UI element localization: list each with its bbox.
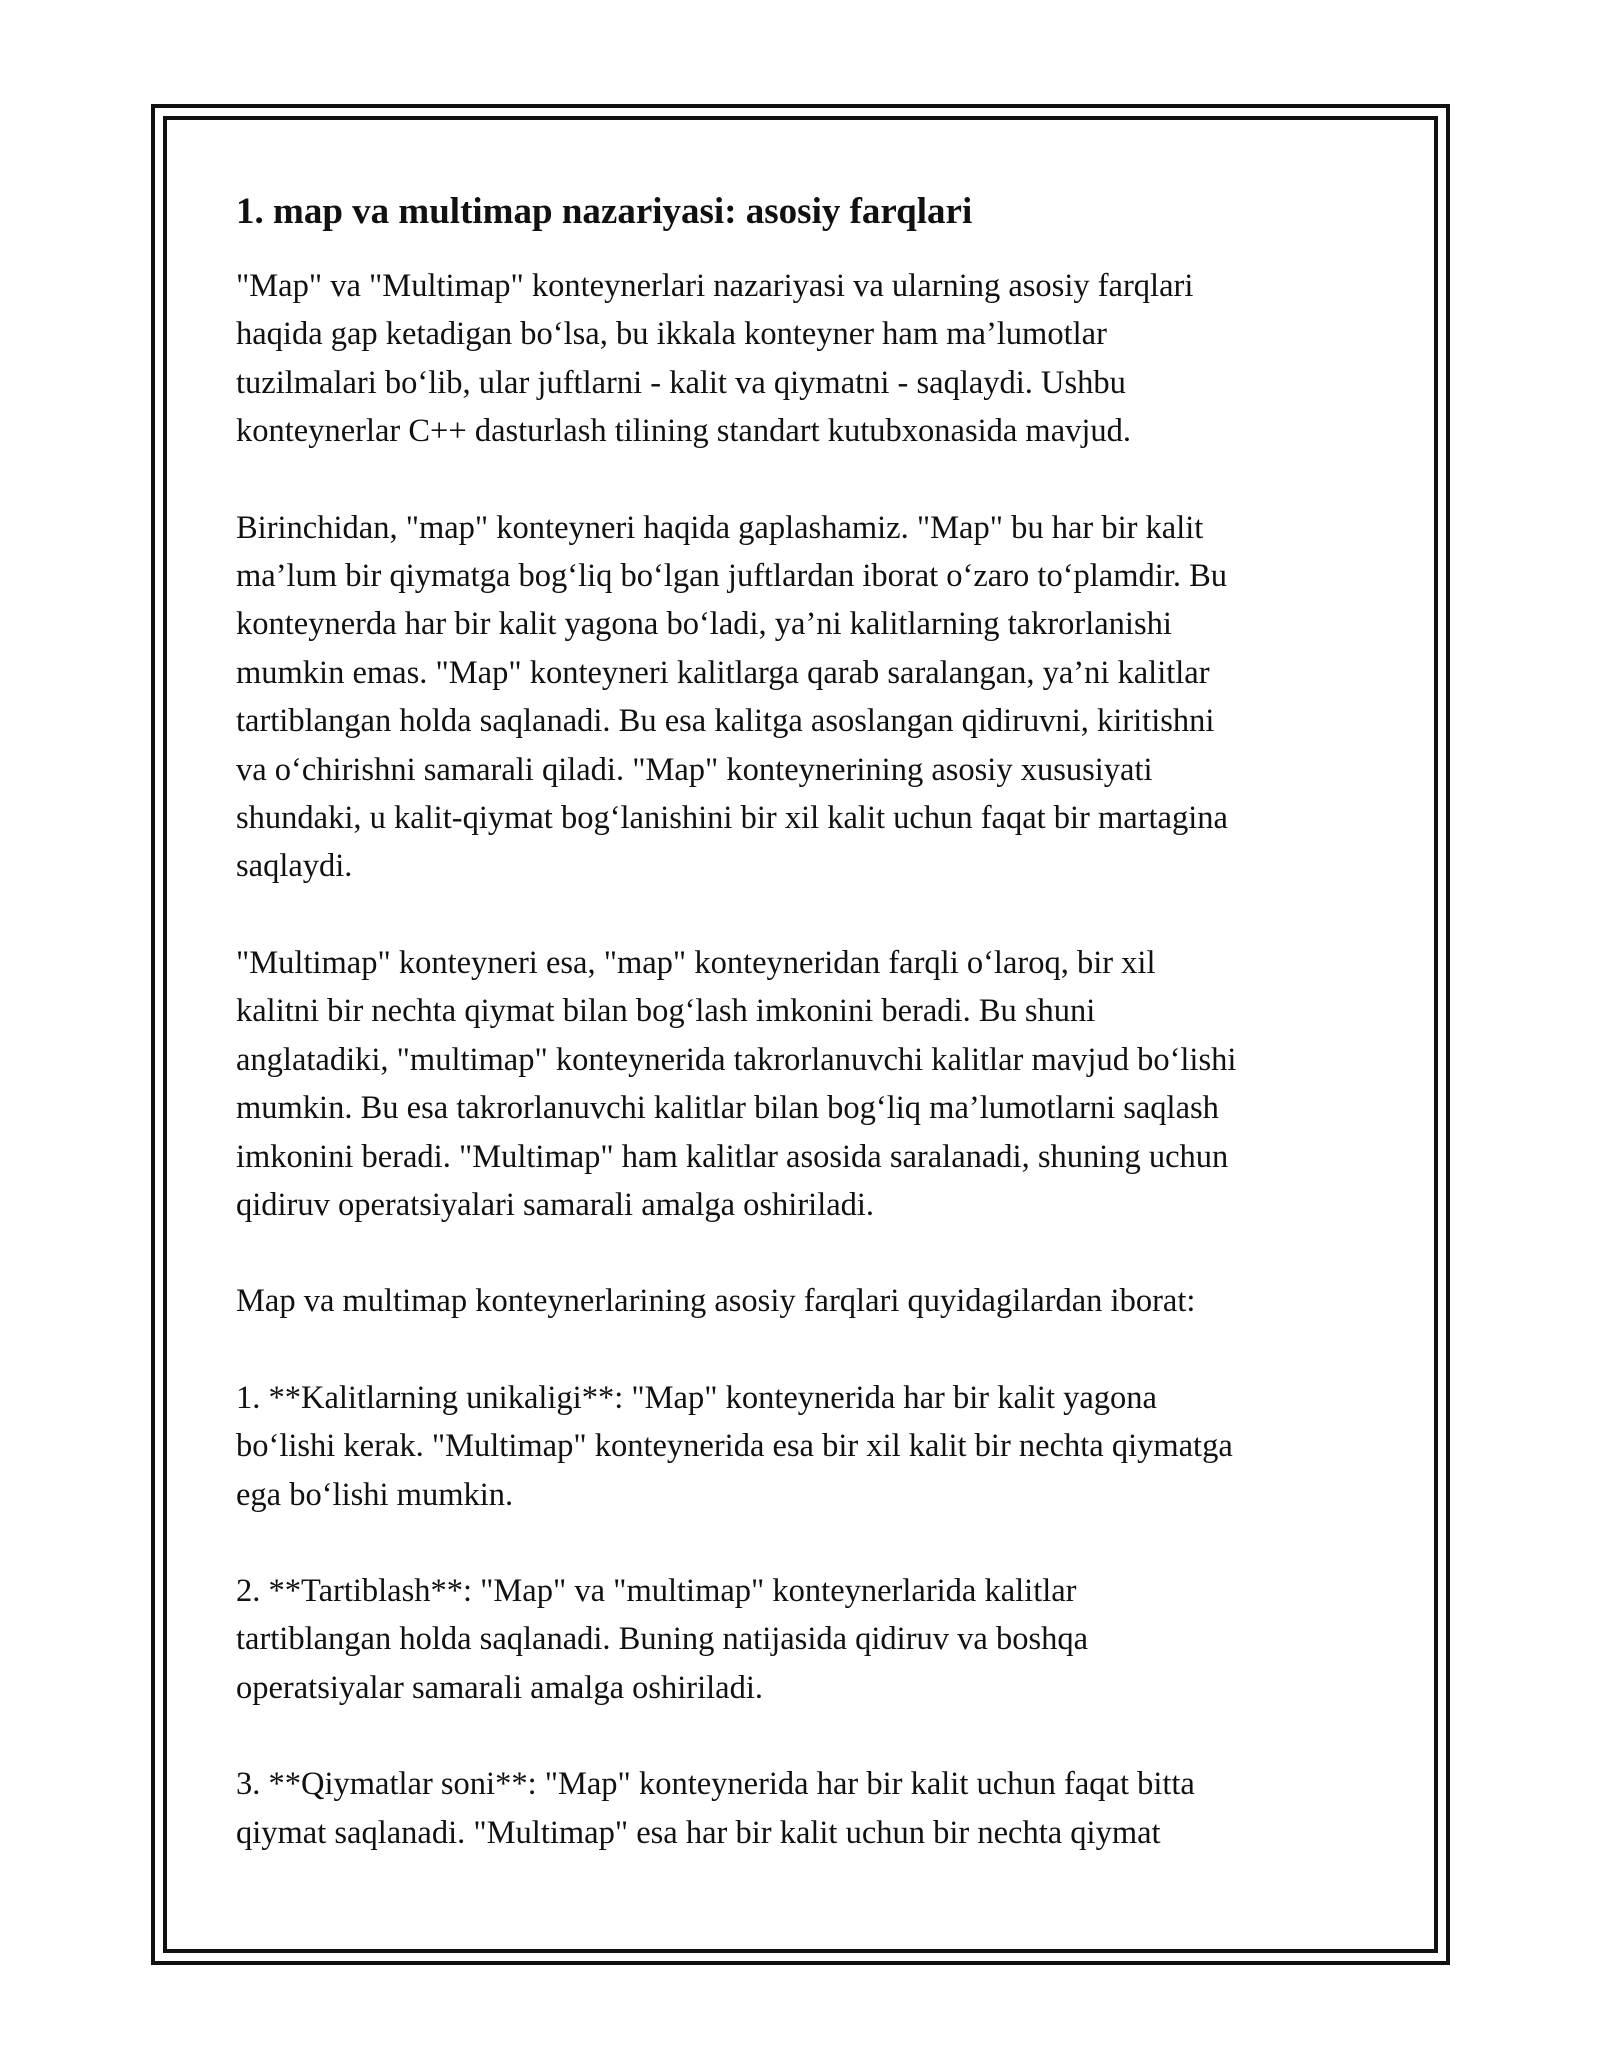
text-line: Birinchidan, "map" konteyneri haqida gaplashamiz. "Map" bu har bir kalit xyxy=(236,509,1204,546)
text-line: Map va multimap konteynerlarining asosiy farqlari quyidagilardan iborat: xyxy=(236,1283,1196,1320)
paragraph-multimap xyxy=(236,939,1366,1229)
text-line: "Map" va "Multimap" konteynerlari nazariyasi va ularning asosiy farqlari xyxy=(236,268,1194,304)
paragraph-intro xyxy=(236,262,1366,456)
list-item-3 xyxy=(236,1760,1366,1857)
text-line: 3. **Qiymatlar soni**: "Map" konteynerida har bir kalit uchun faqat bitta xyxy=(236,1766,1195,1803)
text-line: imkonini beradi. "Multimap" ham kalitlar asosida saralanadi, shuning uchun xyxy=(236,1138,1229,1175)
text-line: 1. **Kalitlarning unikaligi**: "Map" konteynerida har bir kalit yagona xyxy=(236,1379,1157,1416)
text-line: shundaki, u kalit-qiymat bog‘lanishini bir xil kalit uchun faqat bir martagina xyxy=(236,800,1228,837)
section-heading: 1. map va multimap nazariyasi: asosiy farqlari xyxy=(236,191,973,232)
text-line: konteynerda har bir kalit yagona bo‘ladi, ya’ni kalitlarning takrorlanishi xyxy=(236,606,1172,643)
text-line: operatsiyalar samarali amalga oshiriladi. xyxy=(236,1669,764,1706)
text-line: anglatadiki, "multimap" konteynerida takrorlanuvchi kalitlar mavjud bo‘lishi xyxy=(236,1041,1237,1078)
text-line: bo‘lishi kerak. "Multimap" konteynerida esa bir xil kalit bir nechta qiymatga xyxy=(236,1428,1233,1465)
text-line: 2. **Tartiblash**: "Map" va "multimap" konteynerlarida kalitlar xyxy=(236,1572,1077,1609)
paragraph-map xyxy=(236,504,1366,891)
document-body xyxy=(236,188,1366,1905)
text-line: ega bo‘lishi mumkin. xyxy=(236,1476,514,1513)
text-line: mumkin. Bu esa takrorlanuvchi kalitlar bilan bog‘liq ma’lumotlarni saqlash xyxy=(236,1090,1219,1127)
text-line: va o‘chirishni samarali qiladi. "Map" konteynerining asosiy xususiyati xyxy=(236,751,1153,788)
list-item-1 xyxy=(236,1374,1366,1519)
text-line: haqida gap ketadigan bo‘lsa, bu ikkala konteyner ham ma’lumotlar xyxy=(236,316,1107,353)
text-line: tuzilmalari bo‘lib, ular juftlarni - kalit va qiymatni - saqlaydi. Ushbu xyxy=(236,364,1126,401)
text-line: konteynerlar C++ dasturlash tilining standart kutubxonasida mavjud. xyxy=(236,413,1132,450)
text-line: qiymat saqlanadi. "Multimap" esa har bir kalit uchun bir nechta qiymat xyxy=(236,1814,1161,1851)
text-line: mumkin emas. "Map" konteyneri kalitlarga qarab saralangan, ya’ni kalitlar xyxy=(236,654,1210,691)
text-line: tartiblangan holda saqlanadi. Bu esa kalitga asoslangan qidiruvni, kiritishni xyxy=(236,703,1215,740)
list-item-2 xyxy=(236,1567,1366,1712)
paragraph-differences-intro xyxy=(236,1277,1366,1325)
text-line: ma’lum bir qiymatga bog‘liq bo‘lgan juftlardan iborat o‘zaro to‘plamdir. Bu xyxy=(236,558,1227,595)
text-line: saqlaydi. xyxy=(236,848,353,885)
text-line: tartiblangan holda saqlanadi. Buning natijasida qidiruv va boshqa xyxy=(236,1621,1089,1658)
text-line: qidiruv operatsiyalari samarali amalga oshiriladi. xyxy=(236,1186,875,1223)
text-line: kalitni bir nechta qiymat bilan bog‘lash imkonini beradi. Bu shuni xyxy=(236,993,1096,1030)
text-line: "Multimap" konteyneri esa, "map" konteyneridan farqli o‘laroq, bir xil xyxy=(236,944,1156,981)
